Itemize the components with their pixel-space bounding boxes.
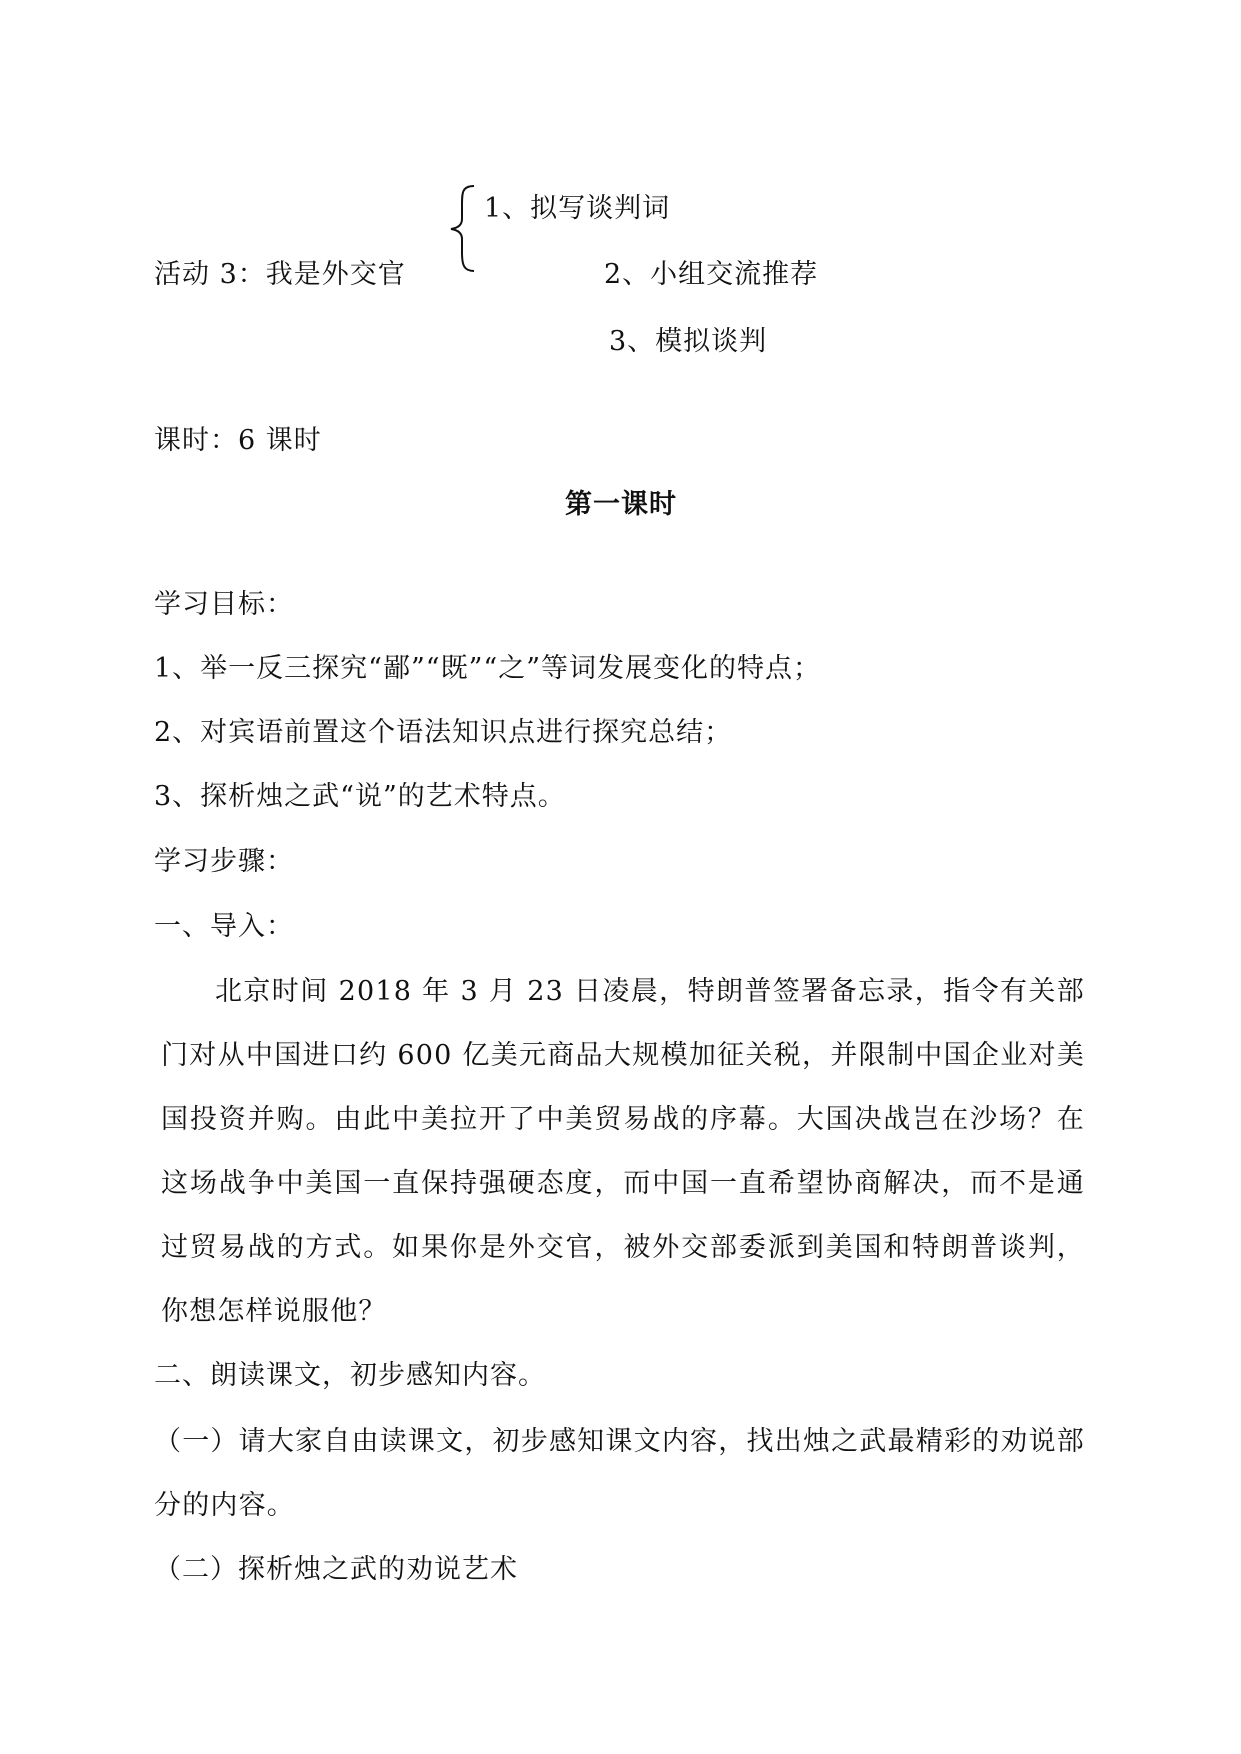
activity-item-3: 3、模拟谈判 [609, 326, 768, 357]
activity-item-1: 1、拟写谈判词 [484, 193, 671, 224]
objective-item-3: 3、探析烛之武“说”的艺术特点。 [154, 781, 566, 812]
activity-item-2: 2、小组交流推荐 [604, 259, 819, 290]
part2-sub2: （二）探析烛之武的劝说艺术 [154, 1554, 518, 1585]
part2-heading: 二、朗读课文，初步感知内容。 [154, 1360, 546, 1391]
part2-sub1: （一）请大家自由读课文，初步感知课文内容，找出烛之武最精彩的劝说部分的内容。 [154, 1426, 1085, 1521]
activity-label: 活动 3：我是外交官 [154, 259, 406, 290]
steps-heading: 学习步骤： [154, 846, 294, 877]
section-title: 第一课时 [565, 489, 677, 520]
objective-item-1: 1、举一反三探究“鄙”“既”“之”等词发展变化的特点； [154, 653, 821, 684]
part1-heading: 一、导入： [154, 911, 294, 942]
class-hours: 课时：6 课时 [154, 425, 322, 456]
objectives-heading: 学习目标： [154, 589, 294, 620]
objective-item-2: 2、对宾语前置这个语法知识点进行探究总结； [154, 717, 733, 748]
intro-paragraph: 北京时间 2018 年 3 月 23 日凌晨，特朗普签署备忘录，指令有关部门对从中国进口约 600 亿美元商品大规模加征关税，并限制中国企业对美国投资并购。由此中美拉开了中美贸易战的序幕。大国决战岂在沙场？在这场战争中美国一直保持强硬态度，而中国一直希望协商解决，而不是通过贸易战的方式。如果你是外交官，被外交部委派到美国和特朗普谈判，你想怎样说服他？ [161, 976, 1085, 1327]
curly-brace-icon [448, 183, 478, 273]
